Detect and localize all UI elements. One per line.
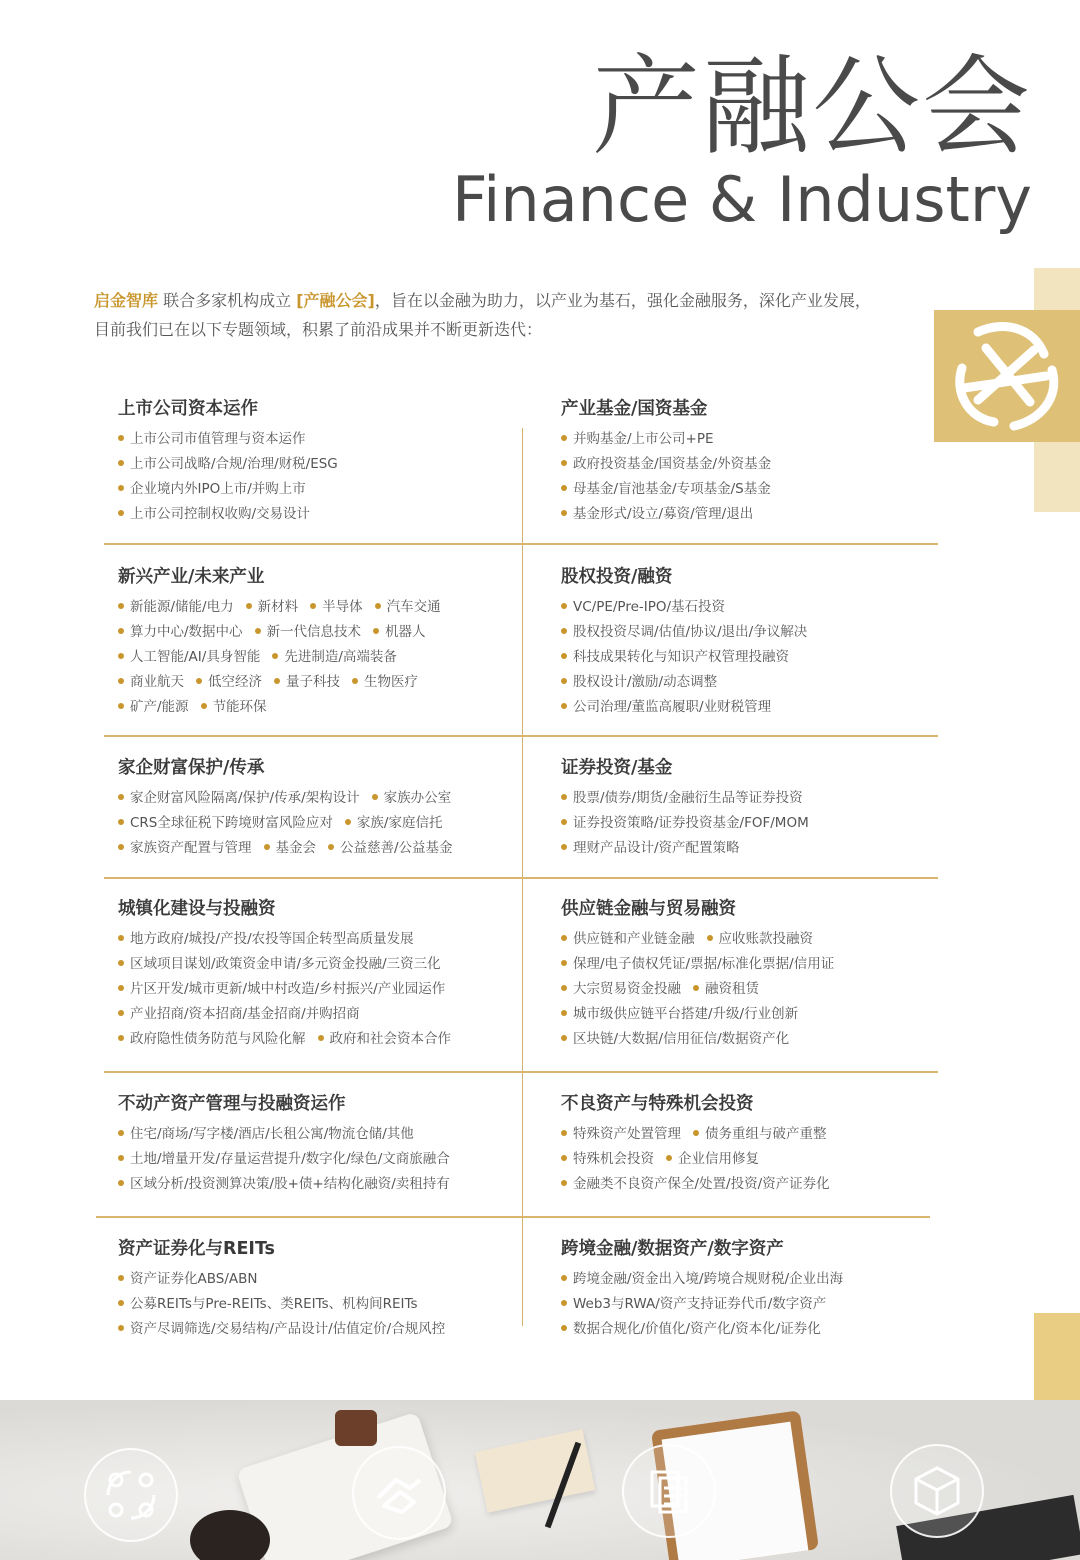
topic-item: 半导体 [310,595,363,620]
section-urbanization [118,897,463,1052]
topic-row [118,620,453,645]
topic-row [561,1267,855,1292]
row-divider [104,735,938,737]
topic-item: 股权投资尽调/估值/协议/退出/争议解决 [561,620,807,645]
topic-row [118,670,453,695]
topic-row [118,836,465,861]
topic-item: 上市公司市值管理与资本运作 [118,427,306,452]
topic-row [561,620,819,645]
topic-item: 生物医疗 [352,670,418,695]
topic-row [561,695,819,720]
topic-row [561,952,846,977]
section-securitization [118,1237,457,1342]
topic-item: 金融类不良资产保全/处置/投资/资产证券化 [561,1172,830,1197]
office-desk-photo [0,1400,1080,1560]
topic-item: 基金会 [264,836,317,861]
topic-item: 人工智能/AI/具身智能 [118,645,260,670]
topic-item: 并购基金/上市公司+PE [561,427,714,452]
topic-row [118,1122,462,1147]
section-title: 新兴产业/未来产业 [118,567,265,587]
topic-item: 企业信用修复 [666,1147,759,1172]
topic-item: 公益慈善/公益基金 [328,836,453,861]
topic-row [118,1147,462,1172]
topic-row [118,952,463,977]
section-family-wealth [118,756,465,861]
section-title: 产业基金/国资基金 [561,399,708,419]
topic-item: 矿产/能源 [118,695,189,720]
topic-item: 新材料 [246,595,299,620]
topic-item: 家族资产配置与管理 [118,836,252,861]
section-title: 证券投资/基金 [561,758,673,778]
topic-row [118,927,463,952]
topic-item: 数据合规化/价值化/资产化/资本化/证券化 [561,1317,821,1342]
topic-row [118,1267,457,1292]
topic-item: 特殊机会投资 [561,1147,654,1172]
section-title: 资产证券化与REITs [118,1239,275,1259]
topic-item: 保理/电子债权凭证/票据/标准化票据/信用证 [561,952,834,977]
section-title: 跨境金融/数据资产/数字资产 [561,1239,784,1259]
row-divider [104,543,938,545]
topic-row [561,1027,846,1052]
topic-row [118,645,453,670]
section-industry-fund [561,397,783,527]
topic-item: 区域项目谋划/政策资金申请/多元资金投融/三资三化 [118,952,441,977]
topic-item: 低空经济 [196,670,262,695]
section-cross-border [561,1237,855,1342]
section-title: 不良资产与特殊机会投资 [561,1094,754,1114]
topic-row [118,427,350,452]
topic-row [118,786,465,811]
section-title: 家企财富保护/传承 [118,758,265,778]
intro-text-b: ，旨在以金融为助力，以产业为基石，强化金融服务，深化产业发展， [374,291,871,310]
topic-item: 基金形式/设立/募资/管理/退出 [561,502,753,527]
topic-item: 供应链和产业链金融 [561,927,695,952]
topic-row [561,927,846,952]
topic-item: VC/PE/Pre-IPO/基石投资 [561,595,725,620]
topic-item: 区块链/大数据/信用征信/数据资产化 [561,1027,789,1052]
topic-item: 资产尽调筛选/交易结构/产品设计/估值定价/合规风控 [118,1317,445,1342]
section-equity-investment [561,565,819,720]
topic-item: 先进制造/高端装备 [272,645,397,670]
topic-row [118,502,350,527]
section-supply-chain [561,897,846,1052]
topic-item: 债务重组与破产重整 [693,1122,827,1147]
topic-row [561,1122,842,1147]
topic-row [561,502,783,527]
topic-item: 特殊资产处置管理 [561,1122,681,1147]
handshake-icon [352,1446,446,1540]
section-emerging-industry [118,565,453,720]
section-securities [561,756,821,861]
topic-item: 节能环保 [201,695,267,720]
topic-item: 上市公司控制权收购/交易设计 [118,502,310,527]
topic-row [561,811,821,836]
page-title-cn: 产融公会 [591,45,1032,170]
topic-row [561,670,819,695]
topic-item: 住宅/商场/写字楼/酒店/长租公寓/物流仓储/其他 [118,1122,414,1147]
people-cycle-icon [84,1448,178,1542]
topic-row [561,786,821,811]
topic-item: 股票/债券/期货/金融衍生品等证券投资 [561,786,803,811]
row-divider [96,1216,930,1218]
topic-item: 土地/增量开发/存量运营提升/数字化/绿色/文商旅融合 [118,1147,450,1172]
topic-row [561,1172,842,1197]
topic-row [118,477,350,502]
topic-row [118,1172,462,1197]
topic-item: 公司治理/董监高履职/业财税管理 [561,695,771,720]
topic-item: 跨境金融/资金出入境/跨境合规财税/企业出海 [561,1267,843,1292]
topic-item: 新能源/储能/电力 [118,595,234,620]
section-real-estate [118,1092,462,1197]
topic-row [118,811,465,836]
topic-item: 汽车交通 [375,595,441,620]
brand-name: 启金智库 [94,291,159,310]
topic-item: 区域分析/投资测算决策/股+债+结构化融资/卖租持有 [118,1172,450,1197]
plant-pot-image [335,1410,377,1446]
topic-item: 地方政府/城投/产投/农投等国企转型高质量发展 [118,927,414,952]
topic-row [561,1147,842,1172]
row-divider [104,877,938,879]
section-title: 不动产资产管理与投融资运作 [118,1094,346,1114]
topic-item: 融资租赁 [693,977,759,1002]
topic-row [118,1317,457,1342]
topic-item: 政府隐性债务防范与风险化解 [118,1027,306,1052]
guild-name: [产融公会] [296,291,375,310]
intro-line-2: 目前我们已在以下专题领域，积累了前沿成果并不断更新迭代： [94,320,543,339]
topic-row [118,1002,463,1027]
section-listed-company [118,397,350,527]
topic-row [118,1027,463,1052]
topic-item: 证券投资策略/证券投资基金/FOF/MOM [561,811,809,836]
section-title: 股权投资/融资 [561,567,673,587]
topic-item: 股权设计/激励/动态调整 [561,670,717,695]
topic-item: 政府投资基金/国资基金/外资基金 [561,452,771,477]
topic-row [561,1292,855,1317]
topic-row [118,977,463,1002]
topic-row [561,836,821,861]
topic-item: 产业招商/资本招商/基金招商/并购招商 [118,1002,360,1027]
topic-item: 量子科技 [274,670,340,695]
section-title: 上市公司资本运作 [118,399,258,419]
page-title-en: Finance & Industry [452,163,1032,236]
section-title: 供应链金融与贸易融资 [561,899,736,919]
topic-row [118,452,350,477]
topic-item: 城市级供应链平台搭建/升级/行业创新 [561,1002,798,1027]
topic-row [118,695,453,720]
topic-item: 政府和社会资本合作 [318,1027,452,1052]
topic-item: 家族/家庭信托 [345,811,443,836]
topic-item: 公募REITs与Pre-REITs、类REITs、机构间REITs [118,1292,418,1317]
topic-item: 商业航天 [118,670,184,695]
topic-item: 家企财富风险隔离/保护/传承/架构设计 [118,786,360,811]
topic-item: 理财产品设计/资产配置策略 [561,836,740,861]
topic-row [118,595,453,620]
intro-text-a: 联合多家机构成立 [158,291,297,310]
topic-row [561,427,783,452]
topic-item: 科技成果转化与知识产权管理投融资 [561,645,789,670]
topic-item: 机器人 [373,620,426,645]
topic-item: 企业境内外IPO上市/并购上市 [118,477,306,502]
topic-item: 新一代信息技术 [255,620,362,645]
topic-item: 算力中心/数据中心 [118,620,243,645]
topic-row [561,1002,846,1027]
documents-icon [622,1444,716,1538]
topic-row [561,977,846,1002]
topic-item: 母基金/盲池基金/专项基金/S基金 [561,477,771,502]
topic-item: 大宗贸易资金投融 [561,977,681,1002]
topic-item: 应收账款投融资 [707,927,814,952]
section-distressed-assets [561,1092,842,1197]
cube-icon [890,1444,984,1538]
topic-item: 资产证券化ABS/ABN [118,1267,257,1292]
topic-row [561,645,819,670]
topic-item: 片区开发/城市更新/城中村改造/乡村振兴/产业园运作 [118,977,445,1002]
topic-row [561,595,819,620]
topic-row [118,1292,457,1317]
row-divider [104,1071,938,1073]
topic-row [561,452,783,477]
topic-item: 上市公司战略/合规/治理/财税/ESG [118,452,338,477]
topic-item: 家族办公室 [372,786,452,811]
topic-item: CRS全球征税下跨境财富风险应对 [118,811,333,836]
section-title: 城镇化建设与投融资 [118,899,276,919]
topic-row [561,1317,855,1342]
topic-item: Web3与RWA/资产支持证券代币/数字资产 [561,1292,826,1317]
topic-row [561,477,783,502]
